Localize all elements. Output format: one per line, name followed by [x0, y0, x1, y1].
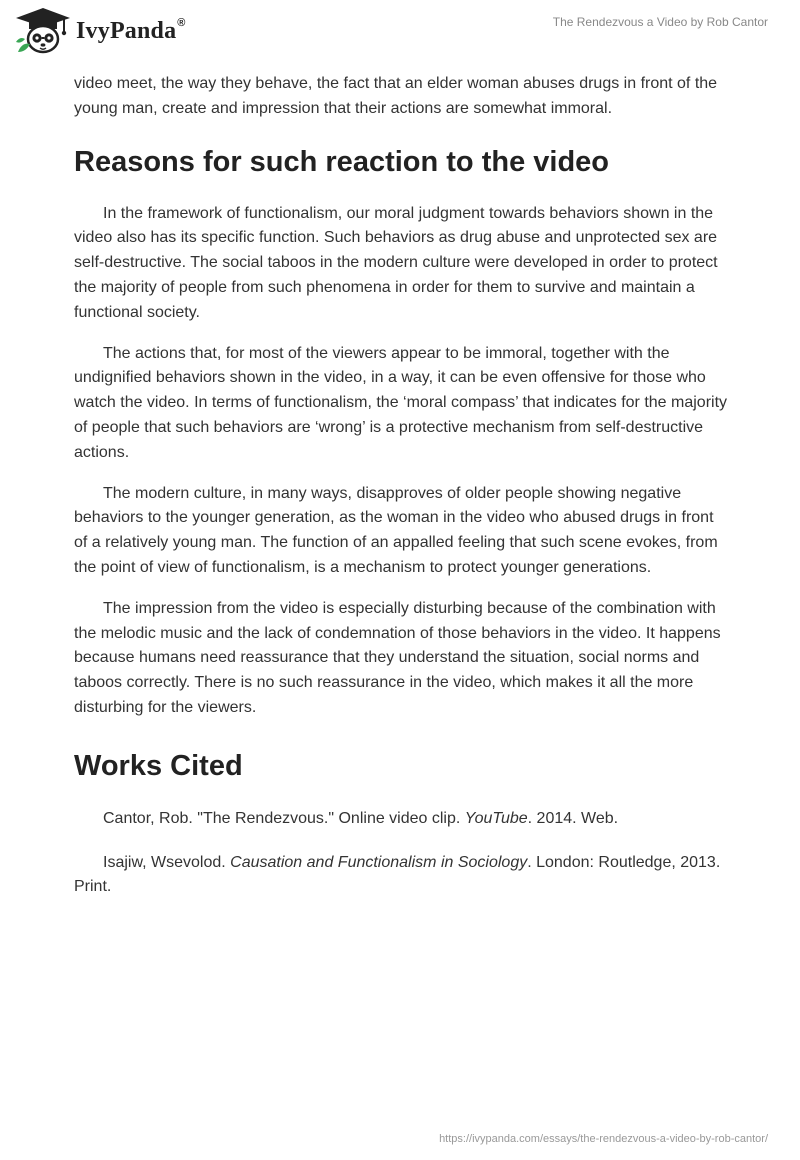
ivypanda-logo[interactable]: [14, 6, 186, 56]
citation-book-title: Causation and Functionalism in Sociology: [230, 853, 528, 871]
section-heading-works-cited: Works Cited: [74, 749, 243, 782]
intro-continuation-paragraph: video meet, the way they behave, the fact that an elder woman abuses drugs in front of the young man, create and impression that their actions are somewhat immoral.: [74, 75, 718, 117]
document-title: The Rendezvous a Video by Rob Cantor: [552, 15, 768, 29]
essay-content: [74, 72, 730, 900]
reasons-paragraph-2: The actions that, for most of the viewers appear to be immoral, together with the undignified behaviors shown in the video, in a way, it can be even offensive for those who watch the video. In terms of functionalism, the ‘moral compass’ that indicates for the majority of people that such behaviors are ‘wrong’ is a protective mechanism from self-destructive actions.: [74, 344, 728, 461]
registered-mark: ®: [177, 17, 186, 29]
citation-cantor: Cantor, Rob. "The Rendezvous." Online video clip. YouTube. 2014. Web.: [103, 809, 619, 827]
citation-source-title: YouTube: [464, 809, 528, 827]
page-header: [0, 0, 800, 70]
panda-graduate-icon: [14, 6, 72, 56]
reasons-paragraph-3: The modern culture, in many ways, disapproves of older people showing negative behaviors to the younger generation, as the woman in the video who abused drugs in front of a relatively young man. The function of an appalled feeling that such scene evokes, from the point of view of functionalism, is a mechanism to protect younger generations.: [74, 484, 718, 576]
section-heading-reasons: Reasons for such reaction to the video: [74, 145, 609, 178]
citation-isajiw: Isajiw, Wsevolod. Causation and Functionalism in Sociology. London: Routledge, 2013. Print.: [74, 853, 721, 896]
reasons-paragraph-1: In the framework of functionalism, our moral judgment towards behaviors shown in the video also has its specific function. Such behaviors as drug abuse and unprotected sex are self-destructive. The social taboos in the modern culture were developed in order to protect the majority of people from such phenomena in order for them to survive and maintain a functional society.: [74, 204, 718, 321]
reasons-paragraph-4: The impression from the video is especially disturbing because of the combination with the melodic music and the lack of condemnation of those behaviors in the video. It happens because humans need reassurance that they understand the situation, social norms and taboos correctly. There is no such reassurance in the video, which makes it all the more disturbing for the viewers.: [74, 599, 721, 716]
brand-name: IvyPanda®: [76, 17, 186, 44]
source-url-link[interactable]: https://ivypanda.com/essays/the-rendezvous-a-video-by-rob-cantor/: [439, 1133, 768, 1145]
